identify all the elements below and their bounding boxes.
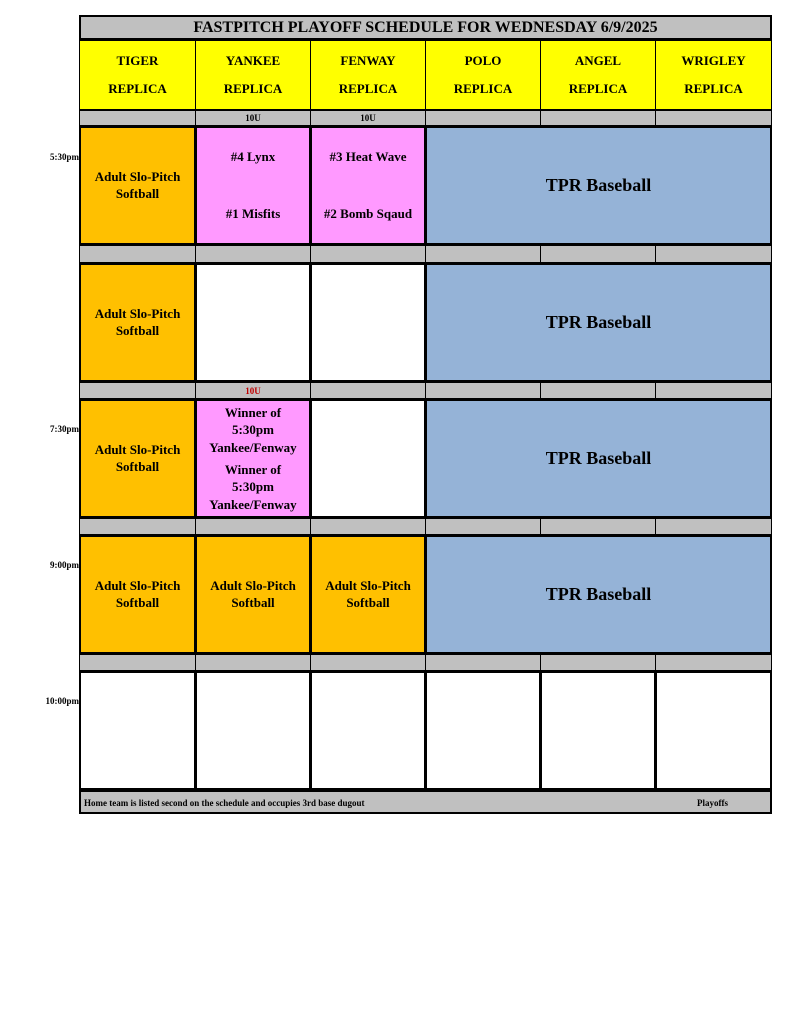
field-header-polo: [425, 40, 541, 110]
empty-cell: [310, 671, 426, 790]
adult-softball-cell: Adult Slo-Pitch Softball: [79, 126, 196, 245]
empty-cell: [310, 399, 426, 518]
divider-cell: [655, 654, 772, 671]
field-header-fenway: [310, 40, 426, 110]
divider-cell: [540, 245, 656, 263]
divider-cell: [425, 654, 541, 671]
tpr-baseball-cell: TPR Baseball: [425, 126, 772, 245]
divider-cell: [655, 245, 772, 263]
divider-cell: [425, 382, 541, 399]
divider-cell: [540, 110, 656, 126]
field-name: FENWAY: [340, 53, 396, 68]
field-name: WRIGLEY: [681, 53, 746, 68]
divider-cell: [655, 518, 772, 535]
divider-cell: [195, 245, 311, 263]
adult-softball-cell: Adult Slo-Pitch Softball: [79, 535, 196, 654]
field-sub: REPLICA: [338, 81, 398, 96]
divider-cell: [79, 110, 196, 126]
divider-cell: [79, 654, 196, 671]
time-label: 7:30pm: [50, 424, 79, 434]
field-name: TIGER: [116, 53, 159, 68]
home-team: Winner of 5:30pm Yankee/Fenway: [209, 461, 297, 512]
field-sub: REPLICA: [568, 81, 628, 96]
time-label: 10:00pm: [45, 696, 79, 706]
away-team: Winner of 5:30pm Yankee/Fenway: [209, 404, 297, 455]
empty-cell: [195, 671, 311, 790]
empty-cell: [79, 671, 196, 790]
tpr-baseball-cell: TPR Baseball: [425, 535, 772, 654]
empty-cell: [540, 671, 656, 790]
away-team: #4 Lynx: [230, 148, 276, 164]
divider-cell: [540, 382, 656, 399]
adult-softball-cell: Adult Slo-Pitch Softball: [310, 535, 426, 654]
field-sub: REPLICA: [453, 81, 513, 96]
time-label: 5:30pm: [50, 152, 79, 162]
game-cell-fenway: [310, 126, 426, 245]
divider-cell: [540, 518, 656, 535]
adult-softball-cell: Adult Slo-Pitch Softball: [79, 399, 196, 518]
field-header-tiger: [79, 40, 196, 110]
schedule-footer: [79, 790, 772, 814]
division-tag: 10U: [195, 110, 311, 126]
divider-cell: [655, 110, 772, 126]
adult-softball-cell: Adult Slo-Pitch Softball: [195, 535, 311, 654]
empty-cell: [310, 263, 426, 382]
empty-cell: [655, 671, 772, 790]
divider-cell: [310, 245, 426, 263]
divider-cell: [540, 654, 656, 671]
field-name: YANKEE: [225, 53, 281, 68]
divider-cell: [310, 518, 426, 535]
field-name: POLO: [464, 53, 502, 68]
division-tag: 10U: [195, 382, 311, 399]
divider-cell: [195, 518, 311, 535]
away-team: #3 Heat Wave: [329, 148, 407, 164]
divider-cell: [310, 382, 426, 399]
home-team: #1 Misfits: [225, 206, 281, 222]
time-label: 9:00pm: [50, 560, 79, 570]
home-team: #2 Bomb Sqaud: [323, 206, 413, 222]
divider-cell: [655, 382, 772, 399]
footer-tag: Playoffs: [697, 798, 728, 808]
field-sub: REPLICA: [684, 81, 743, 96]
field-sub: REPLICA: [108, 81, 167, 96]
game-cell-yankee: [195, 399, 311, 518]
divider-cell: [425, 245, 541, 263]
divider-cell: [79, 245, 196, 263]
divider-cell: [425, 110, 541, 126]
divider-cell: [79, 382, 196, 399]
field-header-yankee: [195, 40, 311, 110]
field-name: ANGEL: [574, 53, 622, 68]
divider-cell: [195, 654, 311, 671]
game-cell-yankee: [195, 126, 311, 245]
divider-cell: [79, 518, 196, 535]
adult-softball-cell: Adult Slo-Pitch Softball: [79, 263, 196, 382]
field-header-angel: [540, 40, 656, 110]
field-sub: REPLICA: [223, 81, 283, 96]
schedule-title: FASTPITCH PLAYOFF SCHEDULE FOR WEDNESDAY 6/9/2025: [79, 15, 772, 40]
divider-cell: [310, 654, 426, 671]
field-header-wrigley: [655, 40, 772, 110]
footer-note: Home team is listed second on the schedule and occupies 3rd base dugout: [84, 798, 365, 808]
division-tag: 10U: [310, 110, 426, 126]
empty-cell: [425, 671, 541, 790]
tpr-baseball-cell: TPR Baseball: [425, 399, 772, 518]
empty-cell: [195, 263, 311, 382]
divider-cell: [425, 518, 541, 535]
tpr-baseball-cell: TPR Baseball: [425, 263, 772, 382]
